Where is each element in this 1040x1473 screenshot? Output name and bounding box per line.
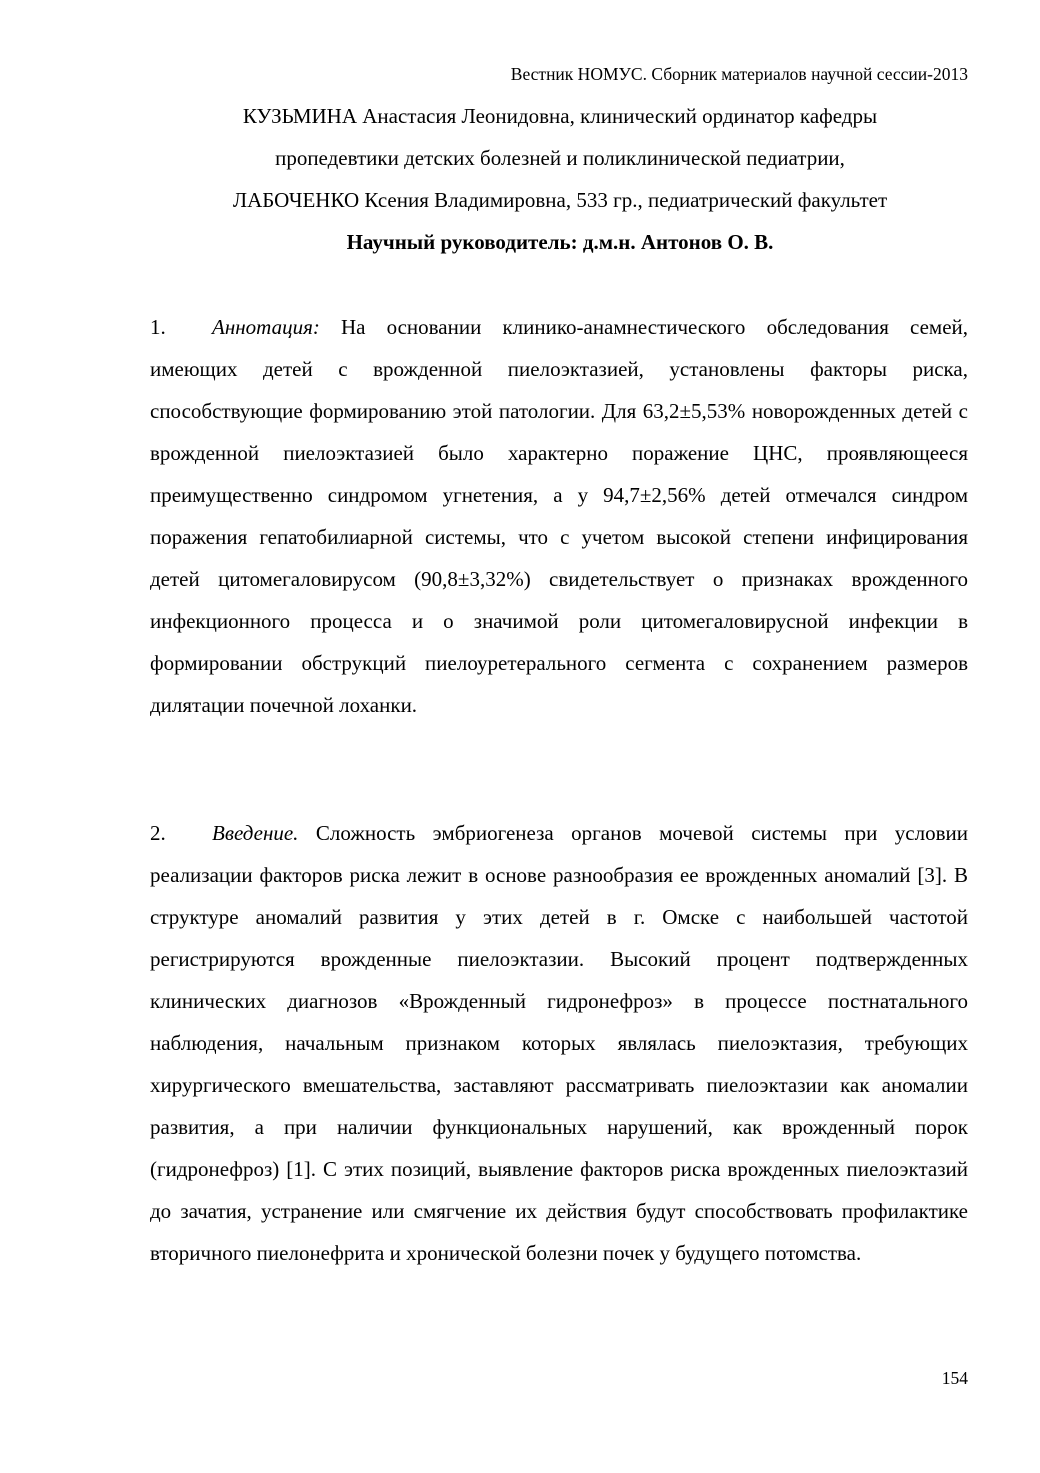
page-number: 154 [941,1368,968,1388]
section-heading: Аннотация: [212,315,320,339]
supervisor-line: Научный руководитель: д.м.н. Антонов О. В. [346,230,774,254]
annotation-paragraph [150,306,968,726]
author-line-1: КУЗЬМИНА Анастасия Леонидовна, клинический ординатор кафедры [242,104,878,128]
section-text: Сложность эмбриогенеза органов мочевой системы при условии реализации факторов риска лежит в основе разнообразия ее врожденных аномалий [3]. В структуре аномалий развития у этих детей в г. Омске с наибольшей частотой регистрируются врожденные пиелоэктазии. Высокий процент подтвержденных клинических диагнозов «Врожденный гидронефроз» в процессе постнатального наблюдения, начальным признаком которых являлась пиелоэктазия, требующих хирургического вмешательства, заставляют рассматривать пиелоэктазии как аномалии развития, а при наличии функциональных нарушений, как врожденный порок (гидронефроз) [1]. С этих позиций, выявление факторов риска врожденных пиелоэктазий до зачатия, устранение или смягчение их действия будут способствовать профилактике вторичного пиелонефрита и хронической болезни почек у будущего потомства. [150,821,968,1265]
author-line-3: ЛАБОЧЕНКО Ксения Владимировна, 533 гр., педиатрический факультет [232,188,888,212]
section-number: 2. [150,821,166,845]
author-line-2: пропедевтики детских болезней и поликлинической педиатрии, [275,146,845,170]
author-block [120,98,1000,266]
running-header: Вестник НОМУС. Сборник материалов научной сессии-2013 [510,64,968,84]
section-number: 1. [150,315,166,339]
section-text: На основании клинико-анамнестического обследования семей, имеющих детей с врожденной пиелоэктазией, установлены факторы риска, способствующие формированию этой патологии. Для 63,2±5,53% новорожденных детей с врожденной пиелоэктазией было характерно поражение ЦНС, проявляющееся преимущественно синдромом угнетения, а у 94,7±2,56% детей отмечался синдром поражения гепатобилиарной системы, что с учетом высокой степени инфицирования детей цитомегаловирусом (90,8±3,32%) свидетельствует о признаках врожденного инфекционного процесса и о значимой роли цитомегаловирусной инфекции в формировании обструкций пиелоуретерального сегмента с сохранением размеров дилятации почечной лоханки. [150,315,968,717]
section-heading: Введение. [212,821,299,845]
introduction-paragraph [150,812,968,1274]
